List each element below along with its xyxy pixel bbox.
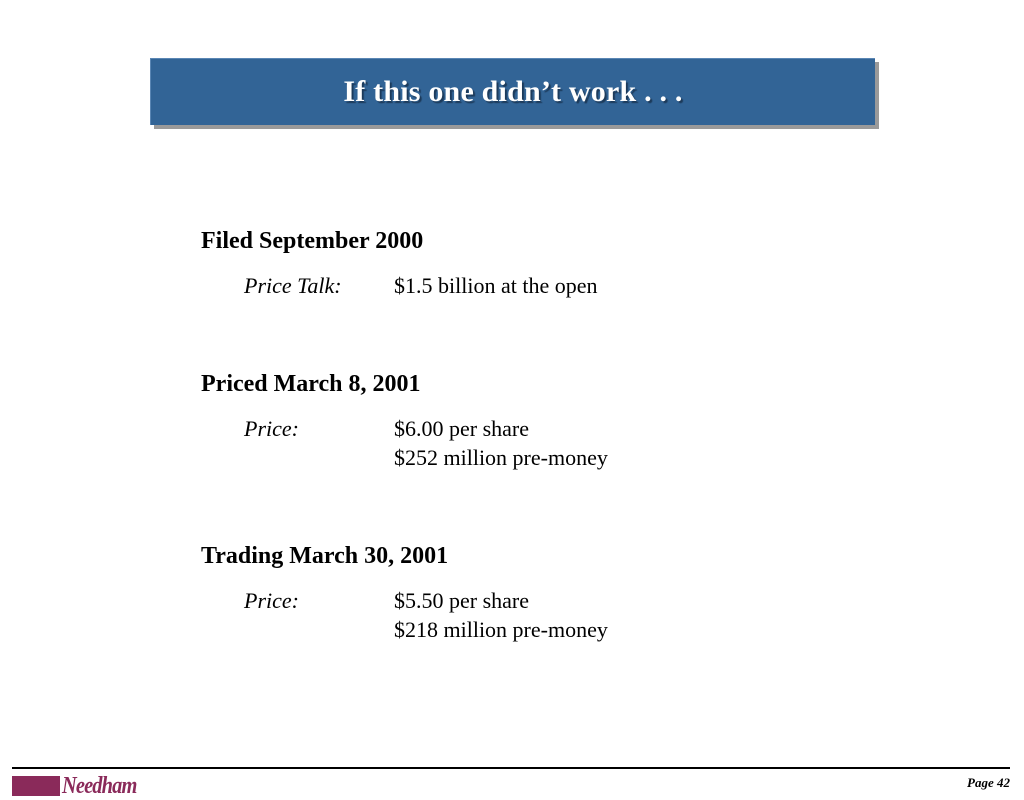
detail-row <box>201 414 530 443</box>
detail-value: $1.5 billion at the open <box>394 273 598 298</box>
detail-value: $5.50 per share <box>394 588 530 613</box>
detail-value: $252 million pre-money <box>394 445 608 470</box>
needham-logo <box>12 773 150 799</box>
detail-row <box>201 443 608 472</box>
detail-row <box>201 586 530 615</box>
title-banner <box>150 58 875 125</box>
detail-label: Price: <box>244 588 299 613</box>
detail-row <box>201 271 598 300</box>
logo-text: Needham <box>62 772 137 799</box>
logo-bar <box>12 776 60 796</box>
page-number: Page 42 <box>967 775 1010 790</box>
detail-value: $218 million pre-money <box>394 617 608 642</box>
footer-divider <box>12 767 1010 769</box>
section-filed <box>201 227 598 300</box>
detail-value: $6.00 per share <box>394 416 530 441</box>
page-title: If this one didn’t work . . . <box>343 75 683 108</box>
section-heading: Trading March 30, 2001 <box>201 543 449 569</box>
detail-label: Price: <box>244 416 299 441</box>
section-heading: Priced March 8, 2001 <box>201 371 421 397</box>
detail-row <box>201 615 608 644</box>
section-priced <box>201 370 608 472</box>
section-trading <box>201 542 608 644</box>
detail-label: Price Talk: <box>244 273 342 298</box>
section-heading: Filed September 2000 <box>201 228 424 254</box>
